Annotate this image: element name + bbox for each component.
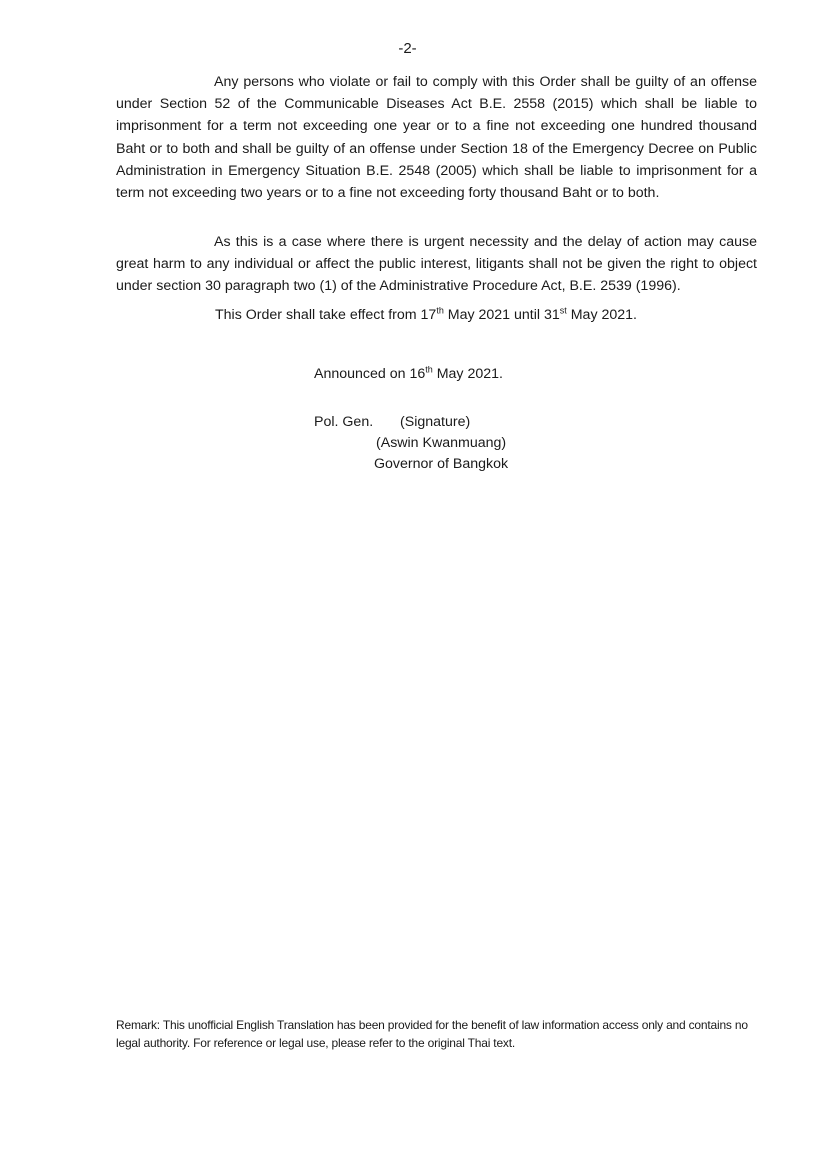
signatory-name: (Aswin Kwanmuang): [376, 435, 507, 451]
effect-ordinal-start: th: [436, 305, 444, 316]
effect-text-middle: May 2021 until 31: [443, 307, 560, 323]
translation-remark: Remark: This unofficial English Translation has been provided for the benefit of law information access only and contains no legal authority. For reference or legal use, please refer to the original Thai text.: [116, 1018, 748, 1050]
effect-text-start: This Order shall take effect from 17: [215, 307, 437, 323]
urgency-paragraph: As this is a case where there is urgent necessity and the delay of action may cause great harm to any individual or affect the public interest, litigants shall not be given the right to object under section 30 paragraph two (1) of the Administrative Procedure Act, B.E. 2539 (1996).: [116, 234, 757, 295]
announcement-date: [314, 366, 503, 382]
effective-date-line: [215, 304, 637, 326]
announced-text-end: May 2021.: [432, 366, 503, 382]
announced-text-start: Announced on 16: [314, 366, 426, 382]
announced-ordinal: th: [425, 364, 433, 375]
signatory-rank: Pol. Gen.: [314, 414, 374, 430]
effect-ordinal-end: st: [559, 305, 567, 316]
effect-text-end: May 2021.: [566, 307, 637, 323]
page-number: -2-: [398, 40, 417, 57]
penalty-paragraph: Any persons who violate or fail to comply with this Order shall be guilty of an offense under Section 52 of the Communicable Diseases Act B.E. 2558 (2015) which shall be liable to imprisonment for a term not exceeding one year or to a fine not exceeding one hundred thousand Baht or to both and shall be guilty of an offense under Section 18 of the Emergency Decree on Public Administration in Emergency Situation B.E. 2548 (2005) which shall be liable to imprisonment for a term not exceeding two years or to a fine not exceeding forty thousand Baht or to both.: [116, 74, 757, 202]
signatory-title: Governor of Bangkok: [374, 456, 509, 472]
signature-mark: (Signature): [400, 414, 471, 430]
